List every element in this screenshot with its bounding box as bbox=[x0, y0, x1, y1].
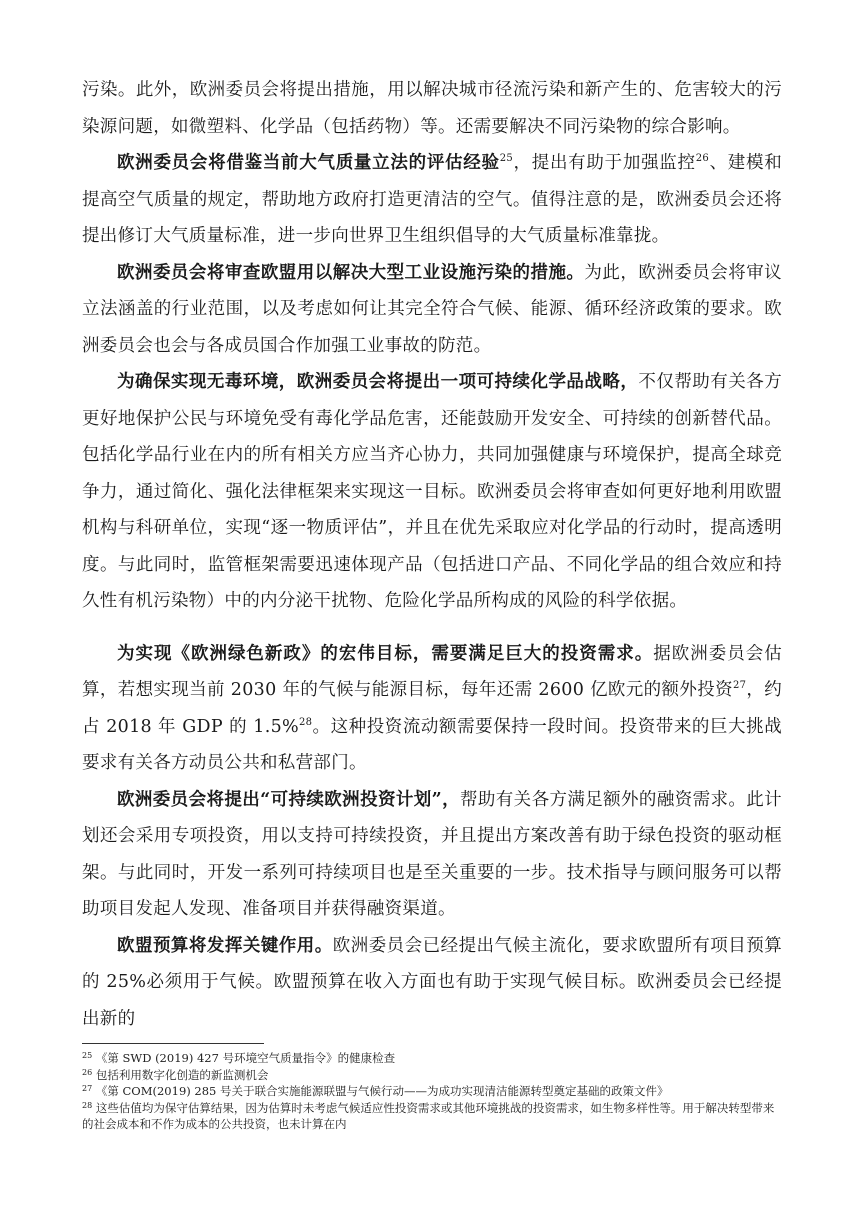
paragraph-text: 、建模和提高空气质量的规定，帮助地方政府打造更清洁的空气。值得注意的是，欧洲委员会还将提出修订大气质量标准，进一步向世界卫生组织倡导的大气质量标准靠拢。 bbox=[82, 153, 782, 246]
paragraph-budget bbox=[82, 928, 782, 1038]
paragraph-text: ，提出有助于加强监控 bbox=[513, 153, 696, 173]
footnote-text: 这些估值均为保守估算结果，因为估算时未考虑气候适应性投资需求或其他环境挑战的投资需求，如生物多样性等。用于解决转型带来的社会成本和不作为成本的公共投资，也未计算在内 bbox=[82, 1100, 775, 1131]
footnote-text: 《第 COM(2019) 285 号关于联合实施能源联盟与气候行动——为成功实现清洁能源转型奠定基础的政策文件》 bbox=[95, 1084, 669, 1098]
paragraph-text: 。这种投资流动额需要保持一段时间。投资带来的巨大挑战要求有关各方动员公共和私营部门。 bbox=[82, 716, 782, 773]
paragraph-text: 不仅帮助有关各方更好地保护公民与环境免受有毒化学品危害，还能鼓励开发安全、可持续的创新替代品。包括化学品行业在内的所有相关方应当齐心协力，共同加强健康与环境保护，提高全球竞争力，通过简化、强化法律框架来实现这一目标。欧洲委员会将审查如何更好地利用欧盟机构与科研单位，实现“逐一物质评估”，并且在优先采取应对化学品的行动时，提高透明度。与此同时，监管框架需要迅速体现产品（包括进口产品、不同化学品的组合效应和持久性有机污染物）中的内分泌干扰物、危险化学品所构成的风险的科学依据。 bbox=[82, 372, 783, 611]
document-page bbox=[82, 72, 782, 1037]
paragraph-text: ，约占 2018 年 GDP 的 1.5% bbox=[82, 680, 783, 737]
paragraph-pollution bbox=[82, 72, 782, 145]
paragraph-text: 据欧洲委员会估算，若想实现当前 2030 年的气候与能源目标，每年还需 2600 亿欧元的额外投资 bbox=[82, 643, 782, 700]
paragraph-lead: 欧洲委员会将借鉴当前大气质量立法的评估经验 bbox=[117, 153, 500, 173]
paragraph-lead: 为确保实现无毒环境，欧洲委员会将提出一项可持续化学品战略， bbox=[117, 372, 639, 392]
paragraph-air-quality bbox=[82, 145, 782, 255]
paragraph-text: 污染。此外，欧洲委员会将提出措施，用以解决城市径流污染和新产生的、危害较大的污染源问题，如微塑料、化学品（包括药物）等。还需要解决不同污染物的综合影响。 bbox=[82, 80, 782, 137]
footnote-divider bbox=[82, 1043, 264, 1044]
footnote-number: 28 bbox=[82, 1100, 93, 1110]
paragraph-lead: 欧盟预算将发挥关键作用。 bbox=[117, 935, 333, 956]
footnote-number: 25 bbox=[82, 1051, 93, 1060]
footnote-ref-25[interactable]: 25 bbox=[499, 153, 514, 164]
paragraph-industrial bbox=[82, 255, 782, 365]
footnote-ref-28[interactable]: 28 bbox=[298, 716, 313, 728]
paragraph-text: 为此，欧洲委员会将审议立法涵盖的行业范围，以及考虑如何让其完全符合气候、能源、循环经济政策的要求。欧洲委员会也会与各成员国合作加强工业事故的防范。 bbox=[82, 262, 782, 356]
footnote-26 bbox=[82, 1067, 782, 1084]
paragraph-investment bbox=[82, 636, 782, 782]
footnote-number: 27 bbox=[82, 1084, 93, 1093]
footnote-text: 包括利用数字化创造的新监测机会 bbox=[95, 1067, 269, 1082]
footnote-28 bbox=[82, 1100, 782, 1133]
footnote-27 bbox=[82, 1083, 782, 1100]
paragraph-text: 帮助有关各方满足额外的融资需求。此计划还会采用专项投资，用以支持可持续投资，并且提出方案改善有助于绿色投资的驱动框架。与此同时，开发一系列可持续项目也是至关重要的一步。技术指导与顾问服务可以帮助项目发起人发现、准备项目并获得融资渠道。 bbox=[82, 789, 782, 919]
footnote-ref-26[interactable]: 26 bbox=[695, 153, 710, 164]
footnote-ref-27[interactable]: 27 bbox=[732, 680, 747, 691]
footnote-text: 《第 SWD (2019) 427 号环境空气质量指令》的健康检查 bbox=[95, 1051, 396, 1065]
paragraph-lead: 欧洲委员会将审查欧盟用以解决大型工业设施污染的措施。 bbox=[117, 262, 585, 283]
paragraph-text: 欧洲委员会已经提出气候主流化，要求欧盟所有项目预算的 25%必须用于气候。欧盟预算在收入方面也有助于实现气候目标。欧洲委员会已经提出新的 bbox=[82, 935, 782, 1029]
footnote-25 bbox=[82, 1050, 782, 1067]
paragraph-investment-plan bbox=[82, 782, 782, 928]
footnote-number: 26 bbox=[82, 1067, 93, 1077]
paragraph-lead: 欧洲委员会将提出“可持续欧洲投资计划”， bbox=[117, 789, 460, 810]
paragraph-lead: 为实现《欧洲绿色新政》的宏伟目标，需要满足巨大的投资需求。 bbox=[117, 643, 654, 664]
footnotes bbox=[82, 1050, 782, 1133]
paragraph-chemicals bbox=[82, 364, 782, 620]
